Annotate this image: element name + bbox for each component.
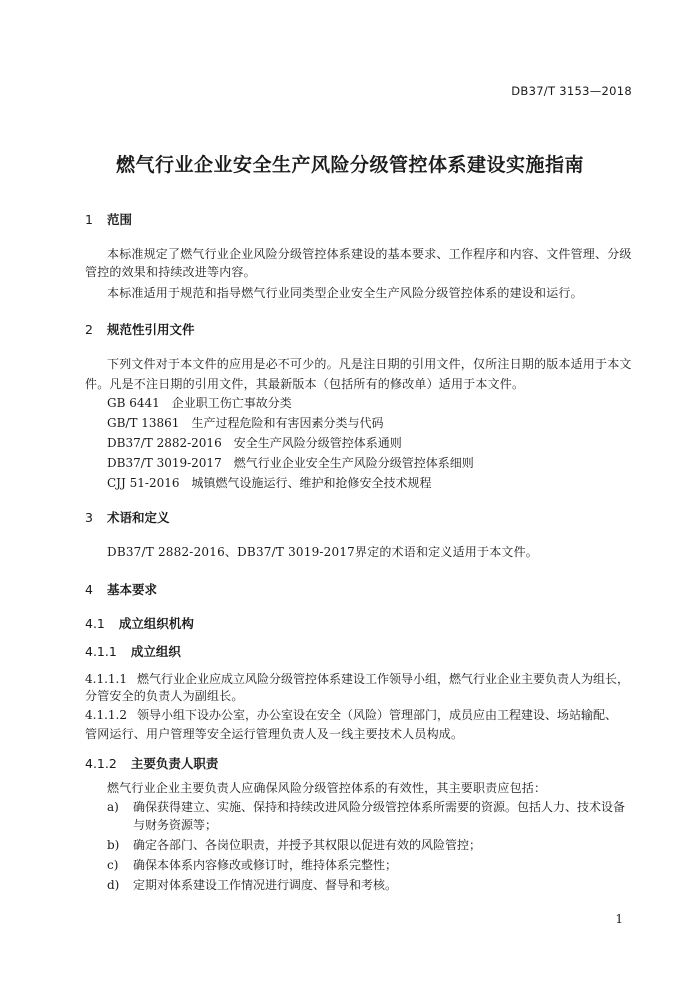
section-number: 1 (85, 212, 93, 227)
list-marker: d) (107, 878, 120, 892)
reference-code: DB37/T 3019-2017 (107, 456, 222, 470)
section-title: 成立组织机构 (118, 616, 194, 631)
paragraph-text: 管控的效果和持续改进等内容。 (85, 265, 256, 279)
section-number: 4.1.2 (85, 756, 117, 771)
list-text: 定期对体系建设工作情况进行调度、督导和考核。 (133, 878, 398, 892)
list-marker: b) (107, 838, 120, 852)
paragraph-text: 燃气行业企业主要负责人应确保风险分级管控体系的有效性，其主要职责应包括： (107, 781, 547, 795)
reference-name: 城镇燃气设施运行、维护和抢修安全技术规程 (191, 476, 432, 490)
clause-text: 领导小组下设办公室，办公室设在安全（风险）管理部门，成员应由工程建设、场站输配、 (136, 708, 617, 722)
list-marker: a) (107, 800, 119, 814)
section-number: 4.1 (85, 616, 105, 631)
paragraph-text: 分管安全的负责人为副组长。 (85, 689, 244, 703)
section-title: 范围 (106, 212, 132, 227)
section-number: 3 (85, 510, 93, 525)
list-text: 确保获得建立、实施、保持和持续改进风险分级管控体系所需要的资源。包括人力、技术设备 (133, 800, 626, 814)
reference-code: GB/T 13861 (107, 416, 180, 430)
paragraph-text: 管网运行、用户管理等安全运行管理负责人及一线主要技术人员构成。 (85, 727, 464, 741)
document-id: DB37/T 3153—2018 (511, 84, 632, 98)
section-number: 4 (85, 582, 93, 597)
paragraph-text: 本标准适用于规范和指导燃气行业同类型企业安全生产风险分级管控体系的建设和运行。 (107, 286, 583, 300)
reference-item (107, 474, 432, 491)
reference-name: 生产过程危险和有害因素分类与代码 (191, 416, 384, 430)
clause-number: 4.1.1.2 (85, 708, 127, 722)
reference-code: GB 6441 (107, 396, 160, 410)
reference-code: CJJ 51-2016 (107, 476, 180, 490)
paragraph-text: 本标准规定了燃气行业企业风险分级管控体系建设的基本要求、工作程序和内容、文件管理、分级 (107, 247, 632, 261)
section-title: 主要负责人职责 (130, 756, 219, 771)
list-text: 确定各部门、各岗位职责，并授予其权限以促进有效的风险管控； (133, 838, 482, 852)
section-title: 成立组织 (130, 644, 181, 659)
page-number: 1 (615, 912, 623, 926)
list-item (107, 876, 397, 893)
reference-item (107, 454, 474, 471)
section-title: 基本要求 (106, 582, 157, 597)
clause-number: 4.1.1.1 (85, 672, 127, 686)
section-1-heading (85, 210, 132, 228)
reference-item (107, 414, 383, 431)
clause-text: 燃气行业企业应成立风险分级管控体系建设工作领导小组，燃气行业企业主要负责人为组长， (136, 672, 629, 686)
list-text: 确保本体系内容修改或修订时，维持体系完整性； (133, 858, 398, 872)
reference-name: 燃气行业企业安全生产风险分级管控体系细则 (233, 456, 474, 470)
list-text-continued: 与财务资源等； (133, 818, 218, 832)
subsection-4-1-1-heading (85, 642, 181, 660)
paragraph-text: 下列文件对于本文件的应用是必不可少的。凡是注日期的引用文件，仅所注日期的版本适用于本文 (107, 357, 632, 371)
subsection-4-1-2-heading (85, 754, 218, 772)
section-3-heading (85, 508, 169, 526)
reference-name: 企业职工伤亡事故分类 (171, 396, 292, 410)
list-item (107, 798, 625, 815)
reference-code: DB37/T 2882-2016 (107, 436, 222, 450)
list-item (107, 856, 397, 873)
section-4-heading (85, 580, 157, 598)
paragraph-text: 件。凡是不注日期的引用文件，其最新版本（包括所有的修改单）适用于本文件。 (85, 377, 525, 391)
section-2-heading (85, 320, 194, 338)
section-title: 术语和定义 (106, 510, 170, 525)
section-number: 4.1.1 (85, 644, 117, 659)
reference-item (107, 394, 292, 411)
clause-4-1-1-1 (85, 670, 629, 687)
section-title: 规范性引用文件 (106, 322, 195, 337)
reference-item (107, 434, 402, 451)
subsection-4-1-heading (85, 614, 194, 632)
reference-name: 安全生产风险分级管控体系通则 (233, 436, 402, 450)
section-number: 2 (85, 322, 93, 337)
clause-4-1-1-2 (85, 706, 617, 723)
document-title: 燃气行业企业安全生产风险分级管控体系建设实施指南 (115, 154, 584, 176)
list-item (107, 836, 481, 853)
paragraph-text: DB37/T 2882-2016、DB37/T 3019-2017界定的术语和定义适用于本文件。 (107, 545, 539, 559)
list-marker: c) (107, 858, 119, 872)
